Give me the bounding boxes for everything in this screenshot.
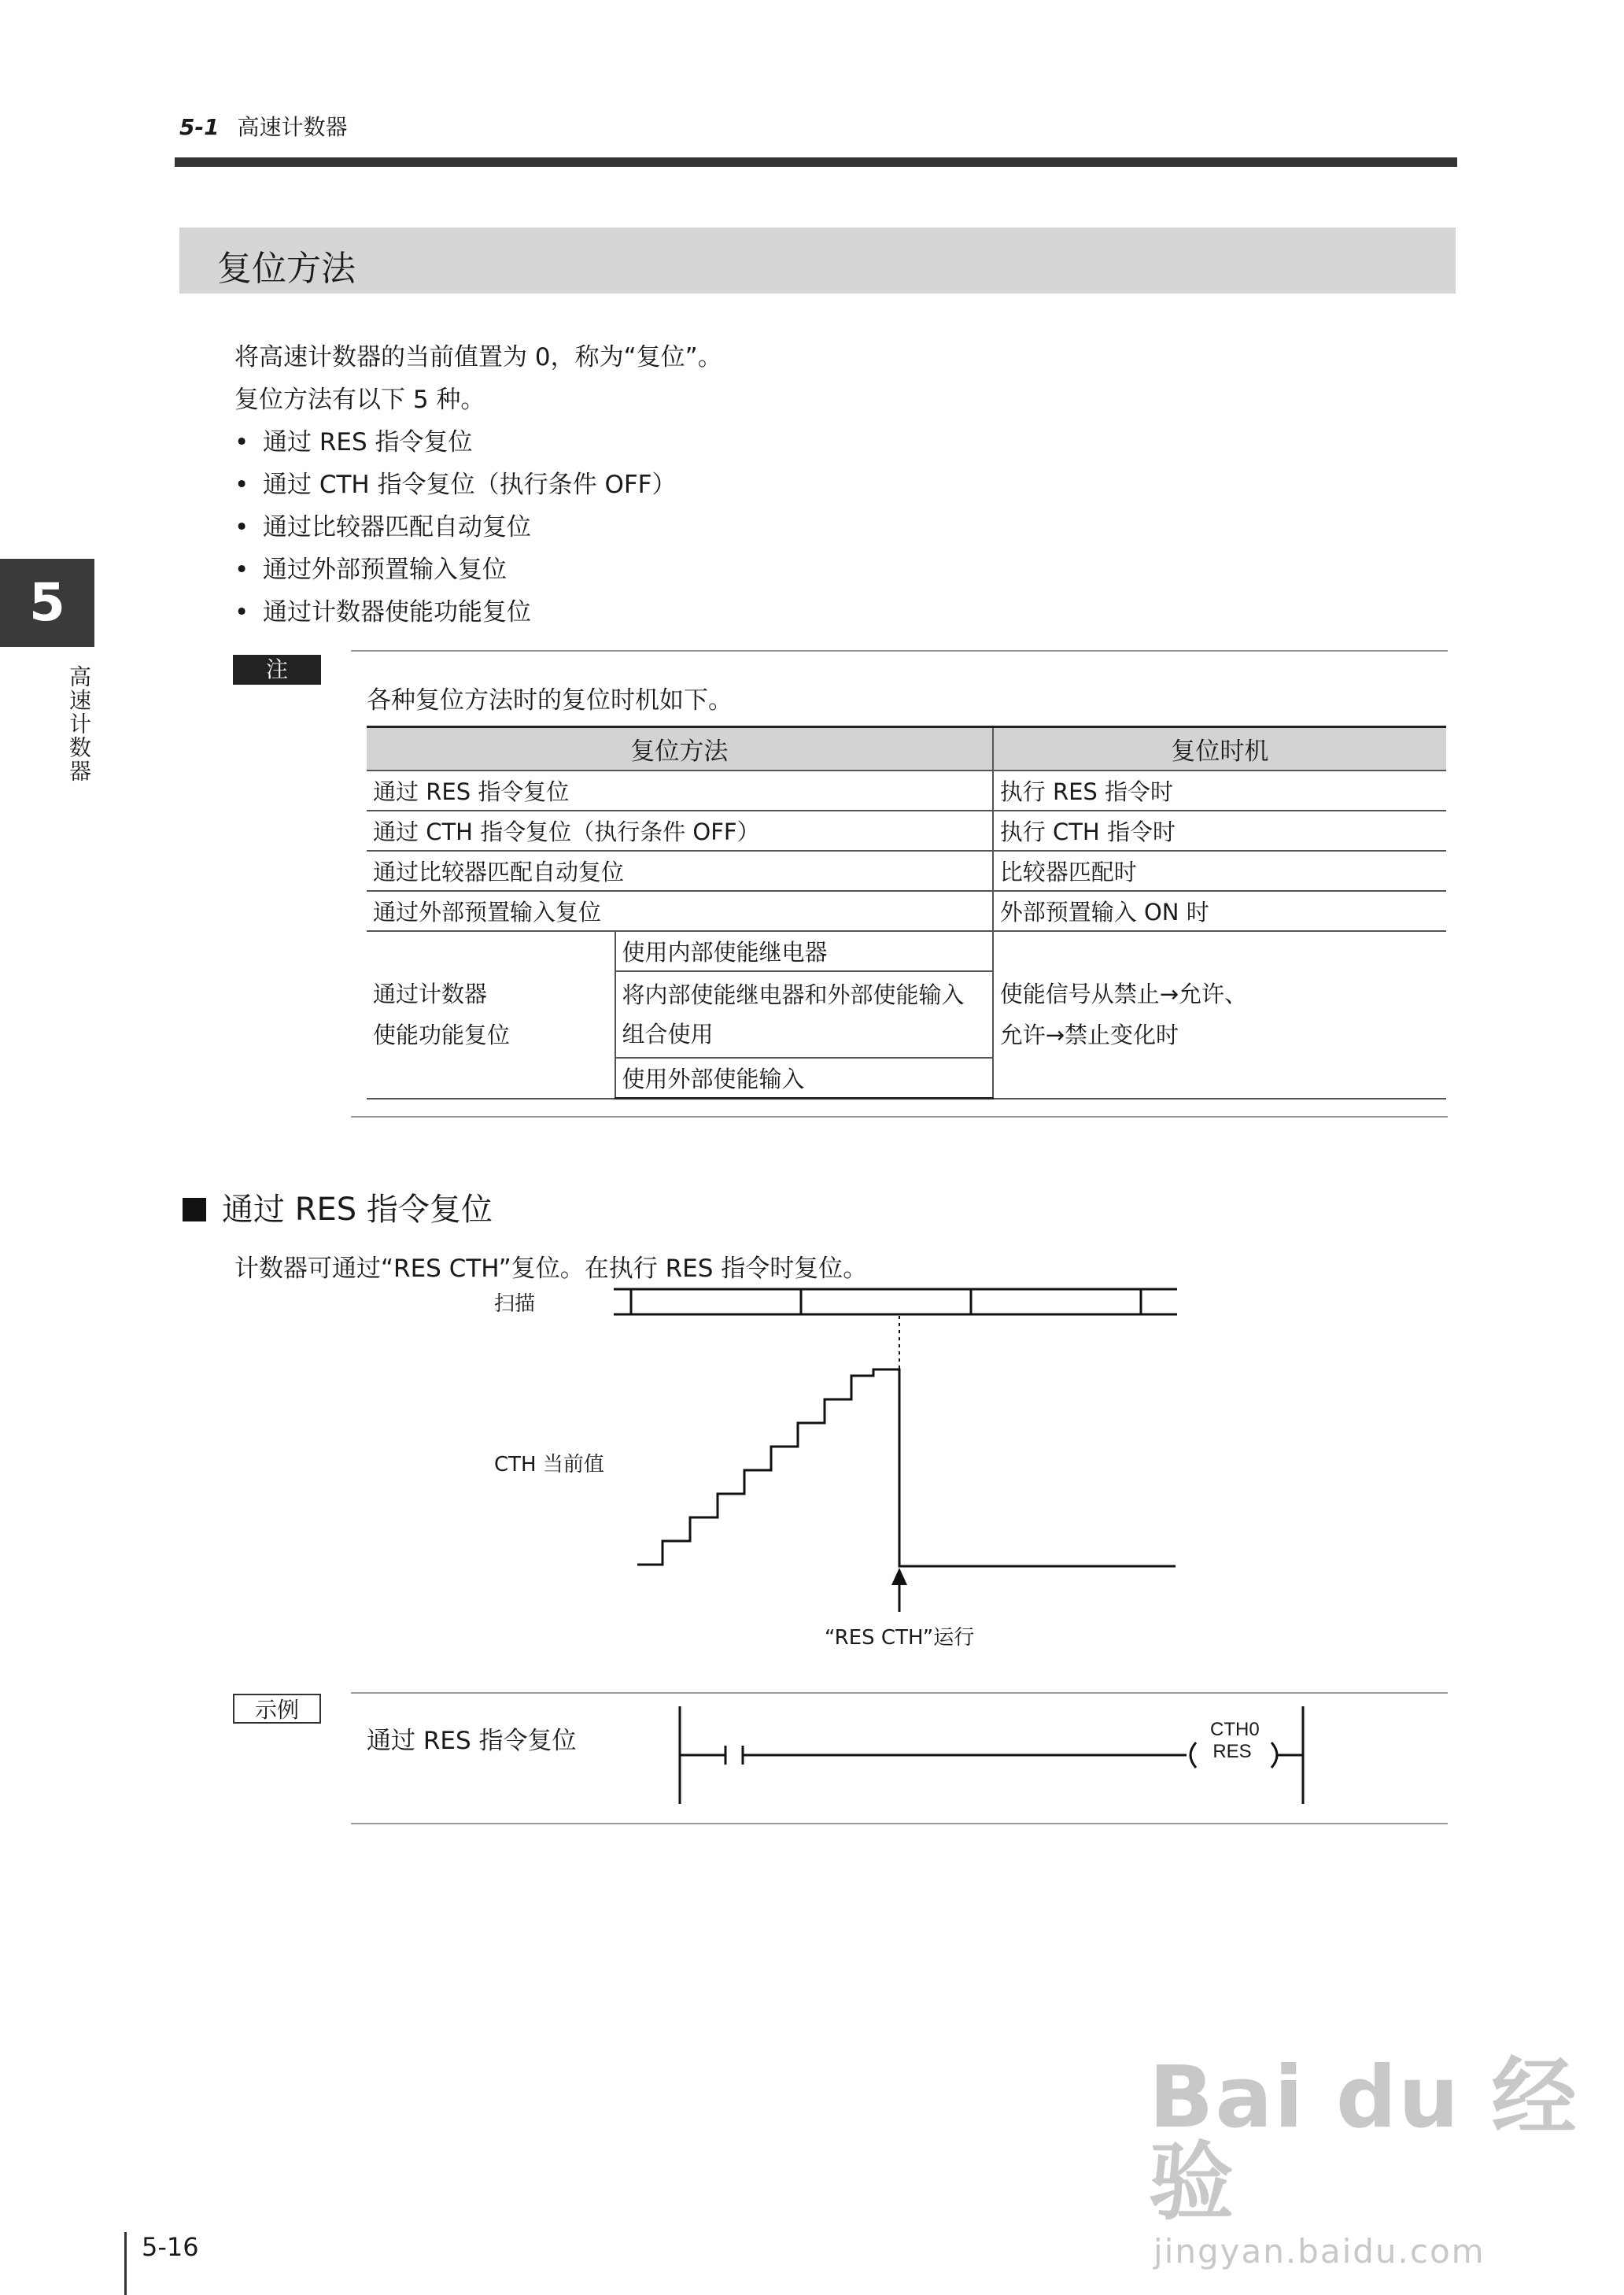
cth-value-label: CTH 当前值 bbox=[494, 1453, 604, 1476]
subsection-desc: 计数器可通过“RES CTH”复位。在执行 RES 指令时复位。 bbox=[234, 1255, 868, 1283]
cth-value-trace bbox=[637, 1369, 1176, 1566]
cell-enable-option: 使用内部使能继电器 bbox=[615, 931, 993, 971]
note-tag: 注 bbox=[233, 655, 321, 685]
page-number: 5-16 bbox=[142, 2232, 199, 2262]
cell-timing: 外部预置输入 ON 时 bbox=[993, 891, 1446, 931]
cell-timing: 执行 CTH 指令时 bbox=[993, 811, 1446, 851]
list-item: • 通过计数器使能功能复位 bbox=[234, 598, 531, 626]
cell-method: 通过比较器匹配自动复位 bbox=[367, 851, 993, 891]
intro-line-2: 复位方法有以下 5 种。 bbox=[234, 386, 485, 414]
col-header-method: 复位方法 bbox=[367, 727, 993, 771]
coil-label: CTH0 RES bbox=[1210, 1719, 1260, 1762]
scan-label: 扫描 bbox=[494, 1292, 536, 1316]
page-title: 复位方法 bbox=[217, 249, 356, 289]
note-intro: 各种复位方法时的复位时机如下。 bbox=[367, 686, 733, 715]
list-item: • 通过比较器匹配自动复位 bbox=[234, 513, 531, 541]
cell-method: 通过 CTH 指令复位（执行条件 OFF） bbox=[367, 811, 993, 851]
coil-left-bracket bbox=[1190, 1743, 1196, 1768]
cell-method: 通过外部预置输入复位 bbox=[367, 891, 993, 931]
example-top-rule bbox=[351, 1692, 1448, 1694]
section-number: 5-1 bbox=[179, 114, 220, 140]
watermark-brand: Bai du 经验 bbox=[1149, 2049, 1578, 2232]
cell-timing: 比较器匹配时 bbox=[993, 851, 1446, 891]
list-item: • 通过 RES 指令复位 bbox=[234, 428, 473, 456]
chapter-tab-number[interactable]: 5 bbox=[0, 559, 94, 647]
list-item: • 通过外部预置输入复位 bbox=[234, 556, 507, 584]
chapter-tab-label: 高速计数器 bbox=[66, 665, 92, 783]
subsection-heading: 通过 RES 指令复位 bbox=[183, 1184, 493, 1229]
example-bottom-rule bbox=[351, 1823, 1448, 1824]
run-arrow-head bbox=[891, 1568, 907, 1585]
example-text: 通过 RES 指令复位 bbox=[367, 1727, 577, 1755]
cell-timing-enable: 使能信号从禁止→允许、 允许→禁止变化时 bbox=[993, 931, 1446, 1099]
page-number-bar bbox=[124, 2232, 127, 2295]
baidu-watermark bbox=[1149, 2049, 1624, 2271]
coil-right-bracket bbox=[1272, 1743, 1277, 1768]
cell-method-enable: 通过计数器 使能功能复位 bbox=[367, 931, 615, 1099]
cell-enable-option: 将内部使能继电器和外部使能输入 组合使用 bbox=[615, 971, 993, 1058]
res-run-label: “RES CTH”运行 bbox=[825, 1626, 975, 1650]
intro-line-1: 将高速计数器的当前值置为 0，称为“复位”。 bbox=[234, 343, 722, 371]
col-header-timing: 复位时机 bbox=[993, 727, 1446, 771]
example-tag: 示例 bbox=[233, 1694, 321, 1724]
list-item: • 通过 CTH 指令复位（执行条件 OFF） bbox=[234, 471, 677, 499]
cell-method: 通过 RES 指令复位 bbox=[367, 771, 993, 811]
watermark-url: jingyan.baidu.com bbox=[1153, 2232, 1486, 2271]
cell-enable-option: 使用外部使能输入 bbox=[615, 1058, 993, 1099]
section-title: 高速计数器 bbox=[237, 114, 348, 140]
cell-timing: 执行 RES 指令时 bbox=[993, 771, 1446, 811]
